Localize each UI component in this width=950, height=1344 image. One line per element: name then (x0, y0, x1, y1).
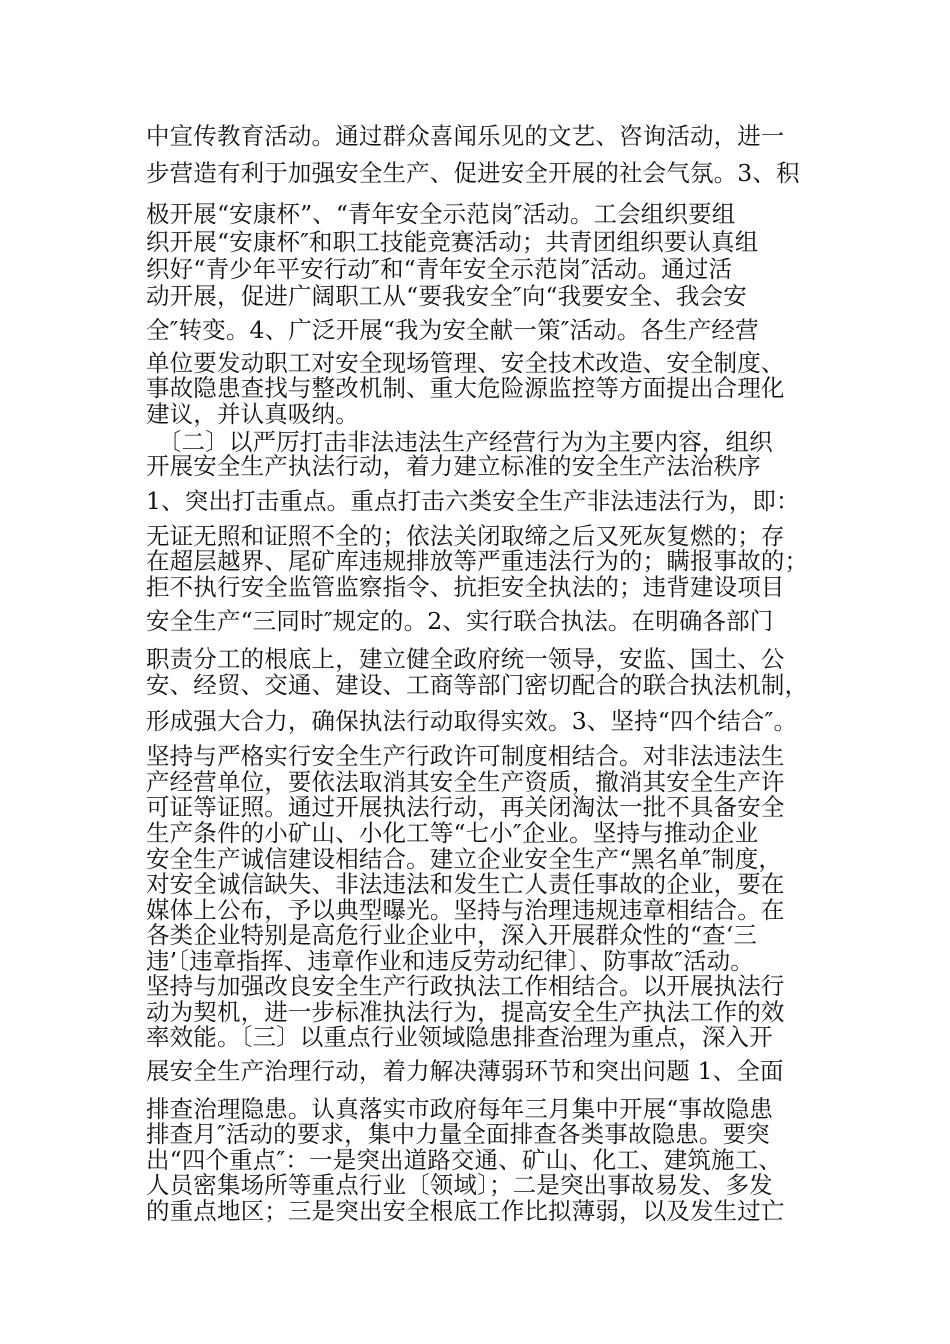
text-line: 无证无照和证照不全的；依法关闭取缔之后又死灰复燃的；存 (146, 522, 785, 550)
text-line: 对安全诚信缺失、非法违法和发生亡人责任事故的企业，要在 (146, 870, 785, 898)
text-line: 坚持与加强改良安全生产行政执法工作相结合。以开展执法行 (146, 972, 785, 1000)
text-line: 各类企业特别是高危行业企业中，深入开展群众性的“查‘三 (146, 921, 758, 949)
text-line: 中宣传教育活动。通过群众喜闻乐见的文艺、咨询活动，进一 (146, 122, 785, 150)
text-line: 的重点地区；三是突出安全根底工作比拟薄弱，以及发生过亡 (146, 1197, 785, 1225)
text-line: 在超层越界、尾矿库违规排放等严重违法行为的；瞒报事故的； (146, 547, 809, 575)
text-line: 步营造有利于加强安全生产、促进安全开展的社会气氛。3、积 (146, 159, 800, 187)
text-line: 动为契机，进一步标准执法行为，提高安全生产执法工作的效 (146, 998, 785, 1026)
text-line: 安、经贸、交通、建设、工商等部门密切配合的联合执法机制， (146, 671, 809, 699)
text-line: 产经营单位，要依法取消其安全生产资质，撤消其安全生产许 (146, 768, 785, 796)
text-line: 排查治理隐患。认真落实市政府每年三月集中开展“事故隐患 (146, 1095, 774, 1123)
text-line: 坚持与严格实行安全生产行政许可制度相结合。对非法违法生 (146, 742, 785, 770)
text-line: 建议，并认真吸纳。 (146, 400, 359, 428)
text-line: 违’〔违章指挥、违章作业和违反劳动纪律〕、防事故″活动。 (146, 947, 754, 975)
text-line: 织开展“安康杯″和职工技能竞赛活动；共青团组织要认真组 (146, 228, 759, 256)
text-line: 人员密集场所等重点行业〔领域〕；二是突出事故易发、多发 (146, 1171, 773, 1199)
text-line: 〔二〕以严厉打击非法违法生产经营行为为主要内容，组织 (146, 428, 773, 456)
text-line: 形成强大合力，确保执法行动取得实效。3、坚持“四个结合″。 (146, 707, 798, 735)
text-line: 排查月″活动的要求，集中力量全面排查各类事故隐患。要突 (146, 1120, 770, 1148)
text-line: 出“四个重点″：一是突出道路交通、矿山、化工、建筑施工、 (146, 1146, 782, 1174)
text-line: 率效能。〔三〕以重点行业领域隐患排查治理为重点，深入开 (146, 1023, 773, 1051)
text-line: 安全生产“三同时″规定的。2、实行联合执法。在明确各部门 (146, 607, 774, 635)
text-line: 极开展“安康杯”、“青年安全示范岗″活动。工会组织要组 (146, 200, 736, 228)
text-line: 安全生产诚信建设相结合。建立企业安全生产“黑名单″制度， (146, 845, 782, 873)
text-line: 可证等证照。通过开展执法行动，再关闭淘汰一批不具备安全 (146, 793, 785, 821)
text-line: 拒不执行安全监管监察指令、抗拒安全执法的；违背建设项目 (146, 573, 785, 601)
text-line: 事故隐患查找与整改机制、重大危险源监控等方面提出合理化 (146, 374, 785, 402)
text-line: 生产条件的小矿山、小化工等“七小″企业。坚持与推动企业 (146, 819, 759, 847)
text-line: 开展安全生产执法行动，着力建立标准的安全生产法治秩序 (146, 452, 761, 480)
text-line: 展安全生产治理行动，着力解决薄弱环节和突出问题 1、全面 (146, 1057, 784, 1085)
text-line: 媒体上公布，予以典型曝光。坚持与治理违规违章相结合。在 (146, 896, 785, 924)
text-line: 全″转变。4、广泛开展“我为安全献一策″活动。各生产经营 (146, 316, 759, 344)
text-line: 职责分工的根底上，建立健全政府统一领导，安监、国土、公 (146, 645, 785, 673)
text-line: 1、突出打击重点。重点打击六类安全生产非法违法行为，即： (146, 487, 800, 515)
text-line: 单位要发动职工对安全现场管理、安全技术改造、安全制度、 (146, 349, 785, 377)
text-line: 织好“青少年平安行动″和“青年安全示范岗″活动。通过活 (146, 255, 733, 283)
text-line: 动开展，促进广阔职工从“要我安全″向“我要安全、我会安 (146, 282, 747, 310)
